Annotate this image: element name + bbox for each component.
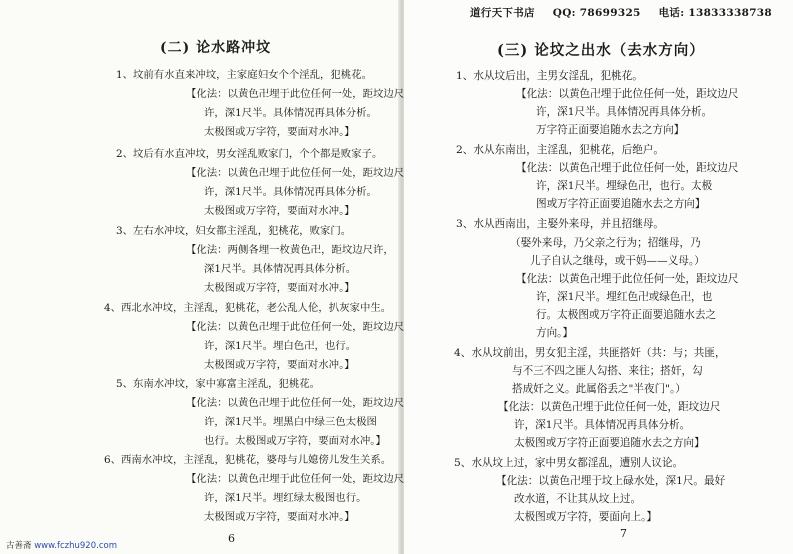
left-line: 太极图或万字符，要面对水冲。】 — [204, 205, 355, 217]
header-qq: QQ: 78699325 — [552, 7, 641, 19]
right-line: 5、水从坟上过，家中男女都淫乱，遭别人议论。 — [454, 457, 684, 469]
right-line: 与不三不四之匪人勾搭、来往；搭奸，勾 — [512, 365, 703, 377]
footer-site: www.fczhu920.com — [34, 541, 117, 551]
left-line: 许，深1尺半。埋红绿太极图也行。 — [204, 492, 367, 504]
left-line: 许，深1尺半。埋黑白中绿三色太极图 — [204, 416, 377, 428]
right-line: 许，深1尺半。具体情况再具体分析。 — [514, 419, 691, 431]
left-line: 6、西南水冲坟，主淫乱，犯桃花，婆母与儿媳傍儿发生关系。 — [104, 454, 392, 466]
right-line: 儿子自认之继母，或干妈——义母。） — [530, 255, 705, 267]
left-line: 【化法：以黄色卍埋于此位任何一处，距坟边尺 — [186, 321, 405, 333]
right-line: 万字符正面要追随水去之方向】 — [536, 124, 685, 136]
left-line: 1、坟前有水直来冲坟，主家庭妇女个个淫乱，犯桃花。 — [116, 69, 372, 81]
right-line: 改水道，不让其从坟上过。 — [514, 493, 642, 505]
left-line: 2、坟后有水直冲坟，男女淫乱败家门，个个都是败家子。 — [116, 148, 383, 160]
right-line: 【化法：以黄色卍埋于此位任何一处，距坟边尺 — [516, 162, 739, 174]
left-line: 许，深1尺半。具体情况再具体分析。 — [204, 107, 377, 119]
left-line: 太极图或万字符，要面对水冲。】 — [204, 282, 355, 294]
right-line: 【化法：以黄色卍埋于此位任何一处，距坟边尺 — [516, 88, 739, 100]
left-line: 深1尺半。具体情况再具体分析。 — [204, 263, 357, 275]
left-page-title: (二) 论水路冲坟 — [160, 40, 272, 56]
right-page-title: (三) 论坟之出水（去水方向） — [497, 42, 705, 59]
right-line: 【化法：以黄色卍埋于此位任何一处，距坟边尺 — [516, 273, 739, 285]
left-line: 3、左右水冲坟，妇女都主淫乱，犯桃花，败家门。 — [116, 225, 352, 237]
right-line: 许，深1尺半。具体情况再具体分析。 — [536, 106, 713, 118]
right-line: 搭成奸之义。此属俗丢之"半夜门"。） — [512, 383, 686, 395]
right-line: 【化法：以黄色卍埋于此位任何一处，距坟边尺 — [498, 401, 721, 413]
left-page-number: 6 — [228, 532, 235, 545]
left-line: 5、东南水冲坟，家中寡富主淫乱，犯桃花。 — [116, 378, 321, 390]
left-line: 【化法：以黄色卍埋于此位任何一处，距坟边尺 — [186, 397, 405, 409]
right-line: 4、水从坟前出，男女犯主淫，共匪搭奸（共：与；共匪， — [454, 347, 726, 359]
right-line: 太极图或万字符正面要追随水去之方向】 — [514, 437, 705, 449]
header-phone: 电话: 13833338738 — [658, 7, 773, 19]
right-line: （娶外来母，乃父亲之行为；招继母，乃 — [510, 237, 701, 249]
left-line: 【化法：两侧各埋一枚黄色卍，距坟边尺许， — [186, 244, 394, 256]
right-line: 2、水从东南出，主淫乱，犯桃花，后绝户。 — [456, 144, 665, 156]
right-line: 行。太极图或万字符正面要追随水去之 — [536, 309, 717, 321]
right-line: 许，深1尺半。埋红色卍或绿色卍，也 — [536, 291, 713, 303]
left-line: 【化法：以黄色卍埋于此位任何一处，距坟边尺 — [186, 88, 405, 100]
right-line: 方向。】 — [536, 327, 574, 339]
right-line: 许，深1尺半。埋绿色卍，也行。太极 — [536, 180, 713, 192]
right-line: 3、水从西南出，主娶外来母，并且招继母。 — [456, 218, 665, 230]
left-line: 【化法：以黄色卍埋于此位任何一处，距坟边尺 — [186, 473, 405, 485]
right-line: 太极图或万字符，要面向上。】 — [514, 511, 658, 523]
right-line: 图或万字符正面要追随水去之方向】 — [536, 198, 706, 210]
left-line: 也行。太极图或万字符，要面对水冲。】 — [204, 435, 386, 447]
left-line: 太极图或万字符，要面对水冲。】 — [204, 359, 355, 371]
left-line: 许，深1尺半。埋白色卍，也行。 — [204, 340, 357, 352]
right-line: 1、水从坟后出，主男女淫乱，犯桃花。 — [456, 70, 643, 82]
left-line: 【化法：以黄色卍埋于此位任何一处，距坟边尺 — [186, 167, 405, 179]
left-line: 太极图或万字符，要面对水冲。】 — [204, 126, 355, 138]
right-page-number: 7 — [620, 527, 627, 540]
right-line: 【化法：以黄色卍埋于坟上碌水处，深1尺。最好 — [496, 475, 726, 487]
header-shop: 道行天下书店 — [470, 7, 535, 19]
left-line: 许，深1尺半。具体情况再具体分析。 — [204, 186, 377, 198]
left-line: 4、西北水冲坟，主淫乱，犯桃花，老公乱人伦，扒灰家中生。 — [104, 302, 392, 314]
footer-watermark — [6, 539, 117, 551]
footer-label: 古善斋 — [6, 541, 32, 551]
left-line: 太极图或万字符，要面对水冲。】 — [204, 511, 355, 523]
page-header — [470, 5, 786, 20]
